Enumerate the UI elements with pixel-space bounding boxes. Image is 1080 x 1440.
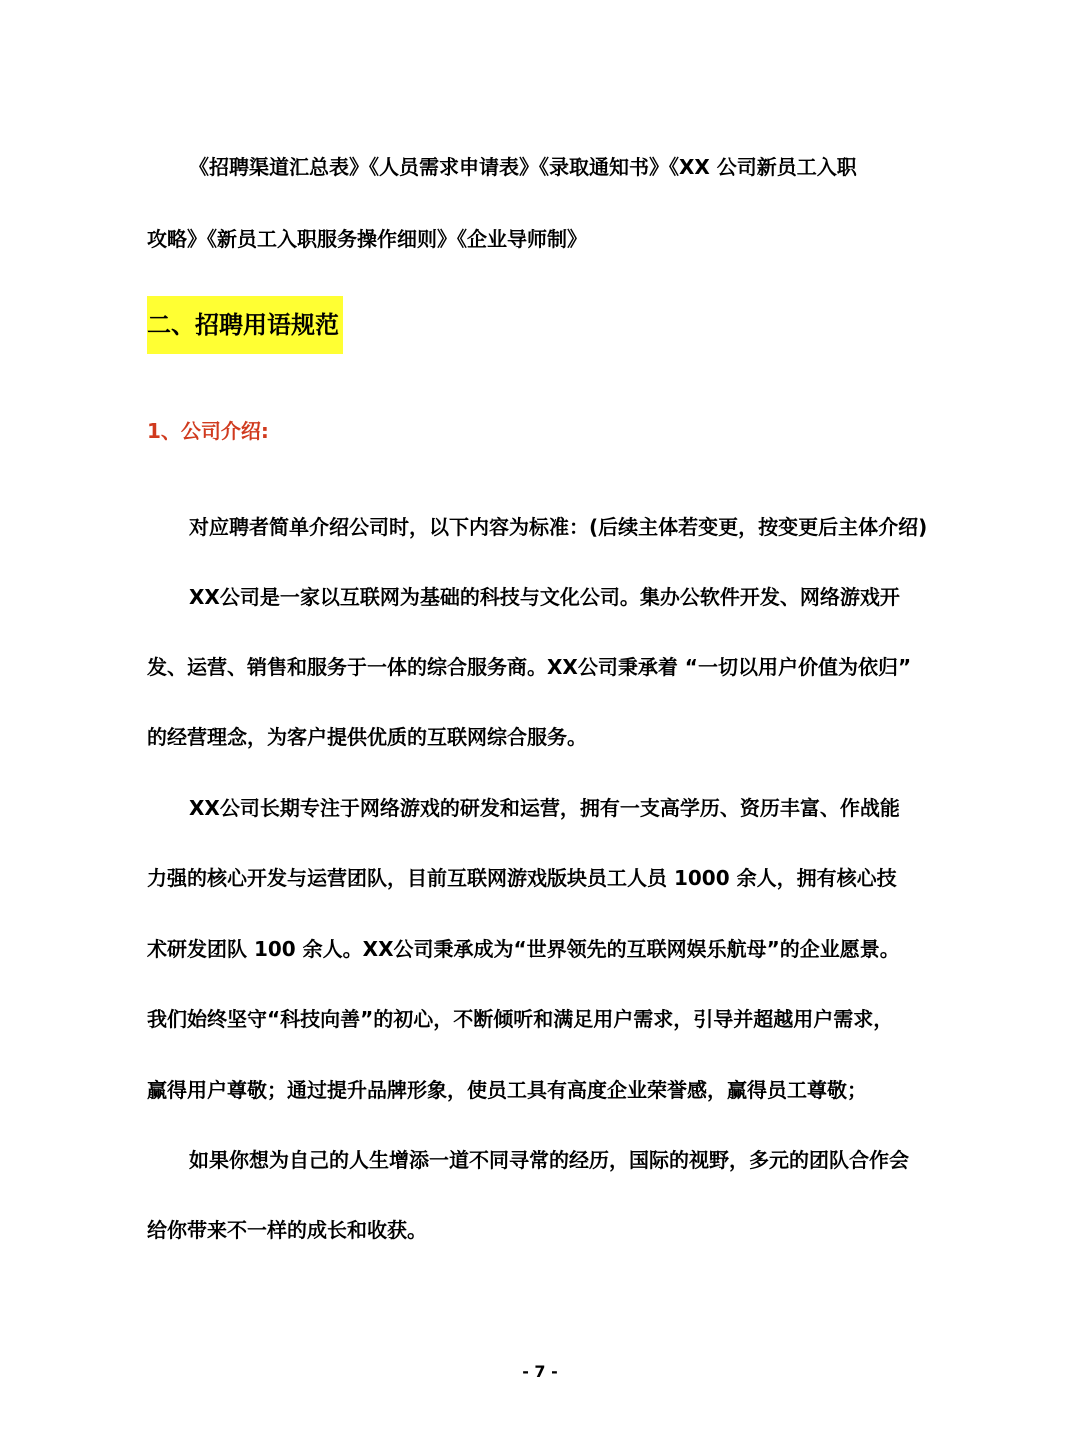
intro-line-2: 攻略》《新员工入职服务操作细则》《企业导师制》 (147, 227, 587, 251)
subsection-heading: 1、公司介绍: (147, 419, 269, 443)
body-line: 我们始终坚守“科技向善”的初心，不断倾听和满足用户需求，引导并超越用户需求， (147, 1007, 894, 1031)
body-line: 的经营理念，为客户提供优质的互联网综合服务。 (147, 725, 587, 749)
body-line: 术研发团队 100 余人。XX公司秉承成为“世界领先的互联网娱乐航母”的企业愿景。 (147, 937, 900, 961)
intro-line-1: 《招聘渠道汇总表》《人员需求申请表》《录取通知书》《XX 公司新员工入职 (189, 155, 857, 179)
body-line: 对应聘者简单介绍公司时，以下内容为标准：(后续主体若变更，按变更后主体介绍) (189, 515, 928, 539)
section-heading: 二、招聘用语规范 (147, 296, 343, 354)
body-line: 赢得用户尊敬；通过提升品牌形象，使员工具有高度企业荣誉感，赢得员工尊敬； (147, 1078, 867, 1102)
body-line: 给你带来不一样的成长和收获。 (147, 1218, 427, 1242)
body-line: 力强的核心开发与运营团队，目前互联网游戏版块员工人员 1000 余人，拥有核心技 (147, 866, 897, 890)
body-line: 如果你想为自己的人生增添一道不同寻常的经历，国际的视野，多元的团队合作会 (189, 1148, 909, 1172)
body-line: 发、运营、销售和服务于一体的综合服务商。XX公司秉承着 “一切以用户价值为依归” (147, 655, 912, 679)
body-line: XX公司是一家以互联网为基础的科技与文化公司。集办公软件开发、网络游戏开 (189, 585, 900, 609)
page-number: - 7 - (522, 1362, 558, 1381)
body-line: XX公司长期专注于网络游戏的研发和运营，拥有一支高学历、资历丰富、作战能 (189, 796, 900, 820)
